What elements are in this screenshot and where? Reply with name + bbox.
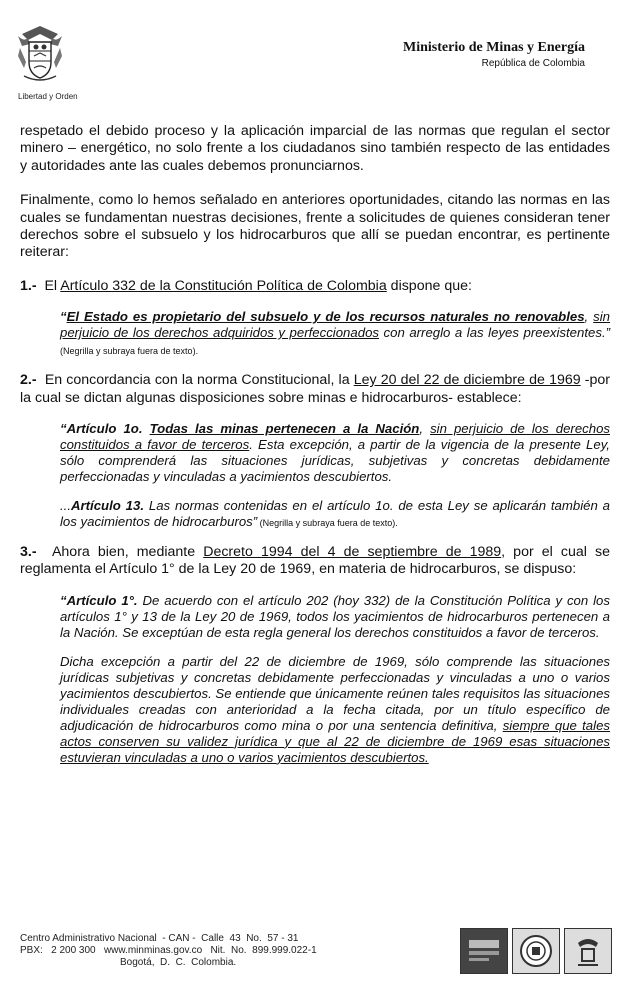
footer-address <box>20 933 317 969</box>
footer-line-1: Centro Administrativo Nacional - CAN - Calle 43 No. 57 - 31 <box>20 933 299 944</box>
footer-line-2: PBX: 2 200 300 www.minminas.gov.co Nit. No. 899.999.022-1 <box>20 945 317 956</box>
certification-logos <box>460 928 612 974</box>
quote-1-rest: con arreglo a las leyes preexistentes.” <box>379 325 610 341</box>
item-1-pre: El <box>44 277 61 294</box>
footer-line-3: Bogotá, D. C. Colombia. <box>120 957 237 968</box>
intro-paragraph: respetado el debido proceso y la aplicación imparcial de las normas que regulan el sector minero – energético, no solo frente a los ciudadanos sino también respecto de las entidades y autoridades ante las cuales debemos pronunciarnos. <box>20 123 610 174</box>
item-1-post: dispone que: <box>386 277 472 294</box>
item-2-reference: Ley 20 del 22 de diciembre de 1969 <box>353 372 581 389</box>
item-1 <box>20 278 610 295</box>
quote-5-text: Dicha excepción a partir del 22 de diciembre de 1969, sólo comprende las situaciones jurídicas subjetivas y concretas debidamente perfeccionadas y vinculadas a uno o varios yacimientos descubiertos. Se entiende que únicamente reúnen tales requisitos las situaciones individuales creadas con anterioridad a la fecha citada, por un título específico de adjudicación de hidrocarburos como mina o por una sentencia definitiva, <box>60 653 610 733</box>
certification-seal-icon <box>512 928 560 974</box>
ministry-name: Ministerio de Minas y Energía <box>403 40 585 55</box>
republic-name: República de Colombia <box>481 58 585 69</box>
quote-5-underlined: siempre que tales actos conserven su validez jurídica y que al 22 de diciembre de 1969 esas situaciones estuvieran vinculadas a uno o varios yacimientos descubiertos. <box>60 717 611 765</box>
final-paragraph: Finalmente, como lo hemos señalado en anteriores oportunidades, citando las normas en las cuales se fundamentan nuestras decisiones, frente a solicitudes de quienes consideran tener derechos sobre el subsuelo y los hidrocarburos que allí se puedan encontrar, es pertinente reiterar: <box>20 192 610 261</box>
quote-1-bold: El Estado es propietario del subsuelo y de los recursos naturales no renovables <box>66 309 585 325</box>
quality-cert-icon <box>460 928 508 974</box>
quote-article-332: “El Estado es propietario del subsuelo y de los recursos naturales no renovables, sin perjuicio de los derechos adquiridos y perfeccionados con arreglo a las leyes preexistentes.” (Negrilla y subraya fuera de texto). <box>60 309 611 357</box>
ministry-header <box>403 40 585 69</box>
quote-2-rest: . Esta excepción, a partir de la vigencia de la presente Ley, sólo comprenderá las situaciones jurídicas, subjetivas y concretas debidamente perfeccionadas y vinculadas a yacimientos descubiertos. <box>60 437 610 485</box>
quote-decreto-art1: “Artículo 1°. De acuerdo con el artículo 202 (hoy 332) de la Constitución Política y con los artículos 1° y 13 de la Ley 20 de 1969, todos los yacimientos de hidrocarburos pertenecen a la Nación. Se exceptúan de esta regla general los derechos constituidos a favor de terceros. <box>60 592 610 640</box>
item-1-reference: Artículo 332 de la Constitución Política de Colombia <box>60 277 387 294</box>
document-body <box>20 123 610 779</box>
item-2-number: 2.- <box>20 372 37 389</box>
item-1-number: 1.- <box>20 277 37 294</box>
item-3: 3.- Ahora bien, mediante Decreto 1994 del 4 de septiembre de 1989, por el cual se reglamenta el Artículo 1° de la Ley 20 de 1969, en materia de hidrocarburos, se dispuso: <box>20 544 610 578</box>
quote-ley20-art13: ...Artículo 13. Las normas contenidas en el artículo 1o. de esta Ley se aplicarán también a los yacimientos de hidrocarburos” (Negrilla y subraya fuera de texto). <box>60 498 610 530</box>
item-3-reference: Decreto 1994 del 4 de septiembre de 1989 <box>203 544 502 561</box>
colombia-coat-of-arms-icon <box>14 22 66 84</box>
iso-cert-icon <box>564 928 612 974</box>
item-2: 2.- En concordancia con la norma Constitucional, la Ley 20 del 22 de diciembre de 1969 -por la cual se dictan algunas disposiciones sobre minas e hidrocarburos- establece: <box>20 372 610 406</box>
quote-3-article: Artículo 13. <box>71 498 145 514</box>
crest-caption: Libertad y Orden <box>18 92 78 101</box>
quote-decreto-exception <box>60 654 610 766</box>
quote-2-bold: Todas las minas pertenecen a la Nación <box>149 421 420 437</box>
quote-4-article: Artículo 1°. <box>66 592 138 608</box>
quote-1-underlined: sin perjuicio de los derechos adquiridos y perfeccionados <box>60 309 611 341</box>
quote-3-rest: Las normas contenidas en el artículo 1o. de esta Ley se aplicarán también a los yacimientos de hidrocarburos” <box>60 498 610 530</box>
quote-ley20-art1: “Artículo 1o. Todas las minas pertenecen a la Nación, sin perjuicio de los derechos constituidos a favor de terceros. Esta excepción, a partir de la vigencia de la presente Ley, sólo comprenderá las situaciones jurídicas, subjetivas y concretas debidamente perfeccionadas y vinculadas a yacimientos descubiertos. <box>60 421 611 485</box>
quote-2-article: Artículo 1o. <box>66 421 143 437</box>
quote-1-note: (Negrilla y subraya fuera de texto). <box>60 346 199 357</box>
quote-4-rest: De acuerdo con el artículo 202 (hoy 332) de la Constitución Política y con los artículos 1° y 13 de la Ley 20 de 1969, todos los yacimientos de hidrocarburos pertenecen a la Nación. Se exceptúan de esta regla general los derechos constituidos a favor de terceros. <box>60 592 610 640</box>
quote-2-underlined: sin perjuicio de los derechos constituidos a favor de terceros <box>60 421 611 453</box>
quote-3-note: (Negrilla y subraya fuera de texto). <box>257 518 398 529</box>
item-3-number: 3.- <box>20 544 37 561</box>
